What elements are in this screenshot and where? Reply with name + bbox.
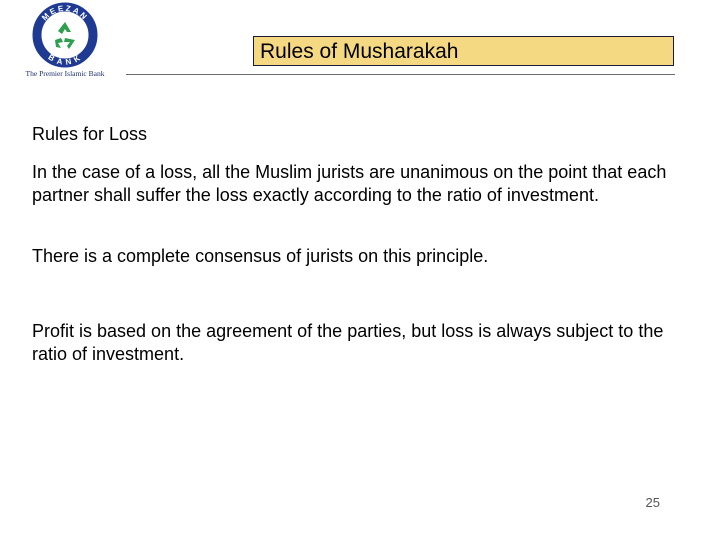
paragraph-consensus: There is a complete consensus of jurists on this principle. bbox=[32, 246, 489, 266]
page-number: 25 bbox=[645, 495, 660, 510]
logo-ring-text-top: MEEZAN bbox=[40, 3, 90, 23]
paragraph-profit-loss: Profit is based on the agreement of the parties, but loss is always subject to the ratio of investment. bbox=[32, 321, 664, 364]
paragraph-loss-rule: In the case of a loss, all the Muslim jurists are unanimous on the point that each partner shall suffer the loss exactly according to the ratio of investment. bbox=[32, 162, 667, 205]
logo-ring-text-bottom: BANK bbox=[46, 52, 84, 67]
section-heading: Rules for Loss bbox=[32, 124, 148, 144]
logo-tagline: The Premier Islamic Bank bbox=[25, 69, 105, 78]
header-divider bbox=[126, 74, 675, 75]
bank-seal-icon bbox=[32, 2, 98, 68]
slide-title-box bbox=[253, 36, 674, 66]
meezan-bank-logo bbox=[8, 2, 122, 82]
slide-title: Rules of Musharakah bbox=[260, 40, 459, 63]
